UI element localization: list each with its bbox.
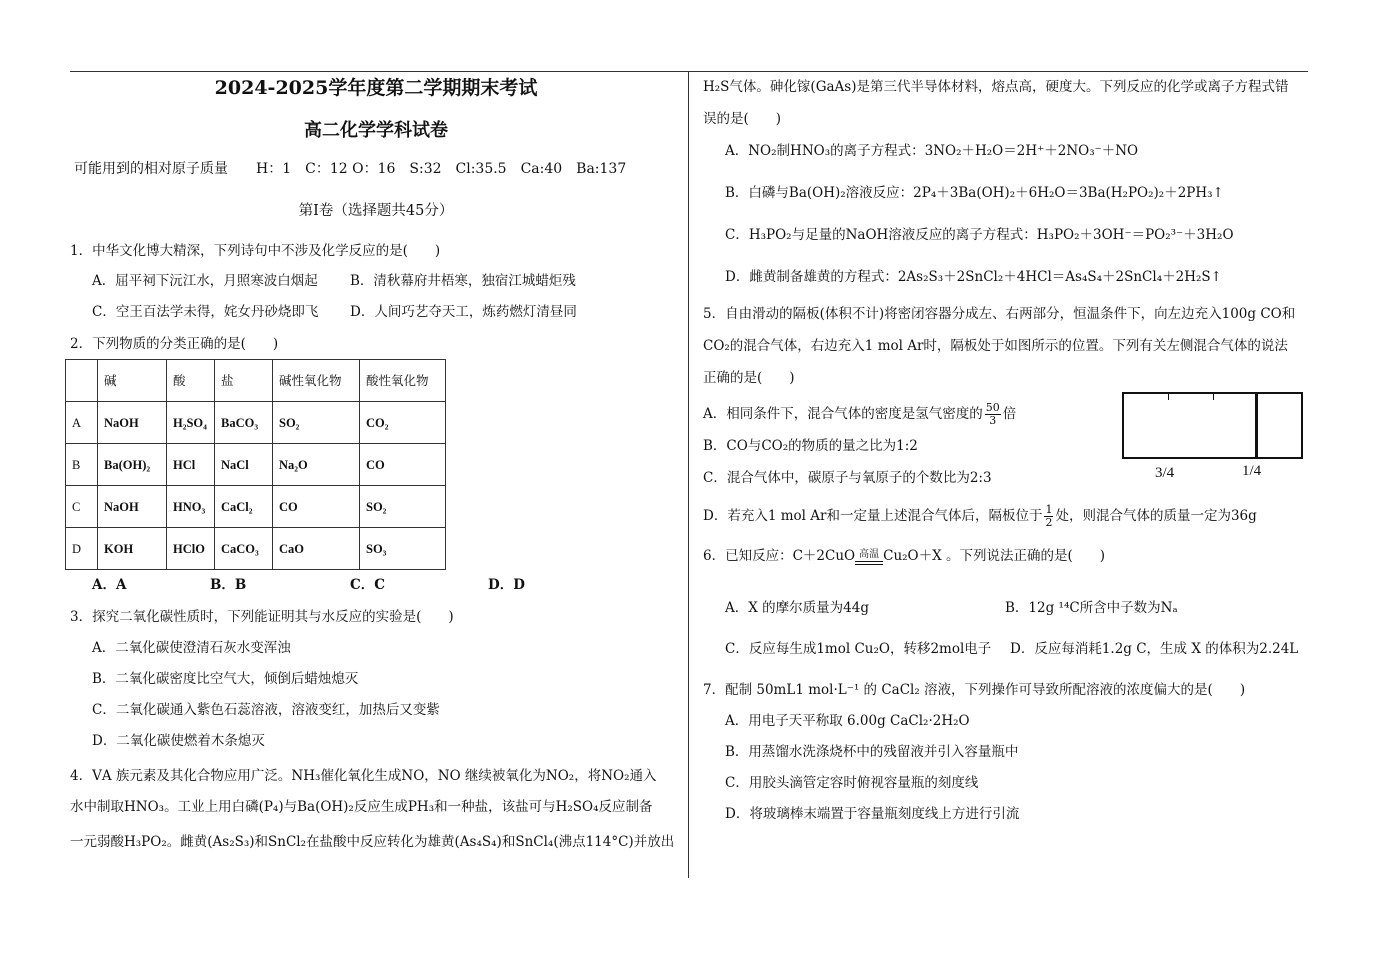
question-7-option-d: D．将玻璃棒末端置于容量瓶刻度线上方进行引流 (725, 806, 1020, 822)
table-header-cell: 碱 (98, 360, 167, 402)
question-6-option-b: B．12g ¹⁴C所含中子数为Nₐ (1005, 600, 1178, 616)
reaction-condition: 高温 (859, 548, 880, 560)
question-5-option-b: B．CO与CO₂的物质的量之比为1:2 (703, 438, 918, 454)
question-6-option-d: D．反应每消耗1.2g C，生成 X 的体积为2.24L (1010, 641, 1299, 657)
question-4-option-a: A．NO₂制HNO₃的离子方程式：3NO₂＋H₂O＝2H⁺＋2NO₃⁻＋NO (725, 143, 1139, 159)
question-3-option-c: C．二氧化碳通入紫色石蕊溶液，溶液变红，加热后又变紫 (92, 702, 440, 718)
table-cell: H₂SO₄ (167, 402, 215, 444)
fraction-denominator: 2 (1045, 516, 1053, 529)
table-header-cell (66, 360, 98, 402)
question-3-option-a: A．二氧化碳使澄清石灰水变浑浊 (92, 640, 291, 656)
table-header-cell: 酸性氧化物 (360, 360, 446, 402)
question-6-stem-start: 6．已知反应：C＋2CuO (703, 548, 856, 564)
question-1-option-d: D．人间巧艺夺天工，炼药燃灯清昼同 (350, 304, 577, 320)
question-7-option-a: A．用电子天平称取 6.00g CaCl₂·2H₂O (725, 713, 970, 729)
table-cell: Ba(OH)₂ (98, 444, 167, 486)
table-row (66, 444, 446, 486)
question-5-option-d-text: D．若充入1 mol Ar和一定量上述混合气体后，隔板位于 (703, 508, 1043, 524)
question-2-option-d: D．D (488, 577, 525, 593)
table-cell: HCl (167, 444, 215, 486)
table-cell: CaCO₃ (215, 528, 273, 570)
classification-table (65, 359, 446, 570)
question-1-option-a: A．屈平祠下沅江水，月照寒波白烟起 (92, 273, 318, 289)
table-cell: SO₂ (273, 402, 360, 444)
question-5-option-a-text: A．相同条件下，混合气体的密度是氢气密度的 (703, 406, 983, 422)
table-cell: KOH (98, 528, 167, 570)
question-4-part-2 (703, 71, 1313, 293)
question-7-stem: 7．配制 50mL1 mol·L⁻¹ 的 CaCl₂ 溶液，下列操作可导致所配溶液的浓度偏大的是( ) (703, 682, 1246, 698)
question-6-stem-end: Cu₂O＋X 。下列说法正确的是( ) (883, 548, 1106, 564)
question-3-stem: 3．探究二氧化碳性质时，下列能证明其与水反应的实验是( ) (70, 609, 454, 625)
table-cell: HNO₃ (167, 486, 215, 528)
diagram-label-right: 1/4 (1242, 463, 1262, 479)
question-3-option-b: B．二氧化碳密度比空气大，倾倒后蜡烛熄灭 (92, 671, 359, 687)
diagram-tick (1168, 394, 1169, 400)
question-5-option-a-suffix: 倍 (1002, 406, 1017, 422)
section-title: 第Ⅰ卷（选择题共45分） (298, 203, 454, 219)
table-cell: Na₂O (273, 444, 360, 486)
table-cell: NaOH (98, 486, 167, 528)
question-5-option-c: C．混合气体中，碳原子与氧原子的个数比为2:3 (703, 470, 992, 486)
left-column (70, 72, 682, 858)
diagram-tick (1213, 394, 1214, 400)
column-divider (688, 72, 689, 878)
question-5-option-d-suffix: 处，则混合气体的质量一定为36g (1055, 508, 1257, 524)
table-cell: NaOH (98, 402, 167, 444)
table-row (66, 528, 446, 570)
question-5-option-d (703, 500, 1313, 532)
atomic-mass-line: 可能用到的相对原子质量 H：1 C：12 O：16 S:32 Cl:35.5 Ca:40 Ba:137 (74, 161, 627, 177)
table-header-cell: 盐 (215, 360, 273, 402)
table-cell: B (66, 444, 98, 486)
question-6 (703, 545, 1313, 660)
question-5-line-3: 正确的是( ) (703, 370, 795, 386)
reaction-arrow-line (855, 564, 883, 565)
question-3 (70, 606, 682, 752)
question-4-line-1: 4．ⅤA 族元素及其化合物应用广泛。NH₃催化氧化生成NO，NO 继续被氧化为NO₂，将NO₂通入 (70, 768, 657, 784)
question-7-option-c: C．用胶头滴管定容时俯视容量瓶的刻度线 (725, 775, 979, 791)
table-cell: C (66, 486, 98, 528)
exam-title: 2024-2025学年度第二学期期末考试 (214, 77, 538, 99)
question-1-option-b: B．清秋幕府井梧寒，独宿江城蜡炬残 (350, 273, 576, 289)
table-cell: CaCl₂ (215, 486, 273, 528)
question-4-line-3: 一元弱酸H₃PO₂。雌黄(As₂S₃)和SnCl₂在盐酸中反应转化为雄黄(As₄S₄)和SnCl₄(沸点114°C)并放出 (70, 834, 675, 850)
question-4-part-1 (70, 761, 682, 858)
question-7-option-b: B．用蒸馏水洗涤烧杯中的残留液并引入容量瓶中 (725, 744, 1019, 760)
question-4-line-2: 水中制取HNO₃。工业上用白磷(P₄)与Ba(OH)₂反应生成PH₃和一种盐，该盐可与H₂SO₄反应制备 (70, 799, 653, 815)
reaction-arrow-line (855, 561, 883, 562)
table-cell: SO₂ (360, 486, 446, 528)
reaction-arrow (855, 549, 883, 565)
table-row (66, 486, 446, 528)
question-4-line-5: 误的是( ) (703, 111, 782, 127)
diagram-label-left: 3/4 (1155, 465, 1175, 481)
table-cell: CO (273, 486, 360, 528)
fraction-numerator: 1 (1045, 503, 1053, 516)
table-cell: D (66, 528, 98, 570)
table-cell: CO (360, 444, 446, 486)
table-row (66, 402, 446, 444)
table-cell: CO₂ (360, 402, 446, 444)
table-cell: BaCO₃ (215, 402, 273, 444)
question-5-line-2: CO₂的混合气体，右边充入1 mol Ar时，隔板处于如图所示的位置。下列有关左侧混合气体的说法 (703, 338, 1288, 354)
table-cell: NaCl (215, 444, 273, 486)
question-4-option-d: D．雌黄制备雄黄的方程式：2As₂S₃＋2SnCl₂＋4HCl＝As₄S₄＋2SnCl₄＋2H₂S↑ (725, 269, 1222, 285)
partition-board (1255, 394, 1258, 457)
table-cell: A (66, 402, 98, 444)
fraction (1044, 504, 1053, 529)
fraction-denominator: 3 (989, 414, 997, 427)
table-cell: HClO (167, 528, 215, 570)
exam-subtitle: 高二化学学科试卷 (304, 120, 448, 141)
question-2-stem: 2．下列物质的分类正确的是( ) (70, 336, 279, 352)
container-diagram (1122, 392, 1303, 459)
fraction-numerator: 50 (985, 401, 1000, 414)
question-2-option-a: A．A (92, 577, 127, 593)
question-1 (70, 240, 682, 323)
table-header-cell: 酸 (167, 360, 215, 402)
question-5-line-1: 5．自由滑动的隔板(体积不计)将密闭容器分成左、右两部分，恒温条件下，向左边充入100g CO和 (703, 306, 1296, 322)
fraction (985, 402, 1001, 427)
table-cell: CaO (273, 528, 360, 570)
table-header-cell: 碱性氧化物 (273, 360, 360, 402)
table-cell: SO₃ (360, 528, 446, 570)
question-1-option-c: C．空王百法学未得，姹女丹砂烧即飞 (92, 304, 319, 320)
question-7 (703, 679, 1313, 825)
question-2 (70, 333, 682, 596)
table-header-row (66, 360, 446, 402)
question-2-option-b: B．B (210, 577, 247, 593)
question-4-option-b: B．白磷与Ba(OH)₂溶液反应：2P₄＋3Ba(OH)₂＋6H₂O＝3Ba(H₂PO₂)₂＋2PH₃↑ (725, 185, 1224, 201)
question-6-option-c: C．反应每生成1mol Cu₂O，转移2mol电子 (725, 641, 992, 657)
question-6-stem (703, 545, 1313, 567)
question-6-option-a: A．X 的摩尔质量为44g (725, 600, 869, 616)
question-4-option-c: C．H₃PO₂与足量的NaOH溶液反应的离子方程式：H₃PO₂＋3OH⁻＝PO₂³⁻＋3H₂O (725, 227, 1234, 243)
question-3-option-d: D．二氧化碳使燃着木条熄灭 (92, 733, 265, 749)
question-1-stem: 1．中华文化博大精深，下列诗句中不涉及化学反应的是( ) (70, 243, 441, 259)
question-2-option-c: C．C (350, 577, 385, 593)
question-4-line-4: H₂S气体。砷化镓(GaAs)是第三代半导体材料，熔点高，硬度大。下列反应的化学或离子方程式错 (703, 79, 1289, 95)
